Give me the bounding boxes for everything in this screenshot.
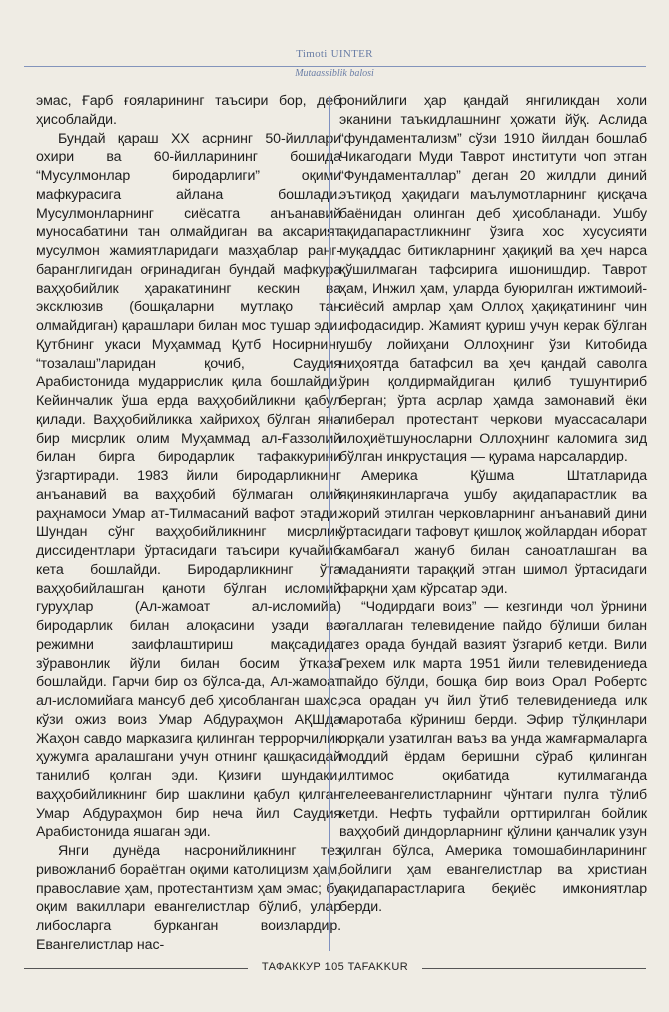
header-author: Timoti UINTER <box>296 48 373 60</box>
paragraph: Америка Қўшма Штатларида яқинякинларгача ушбу ақидапарастлик ва жорий этилган черковларнинг анъанавий дини ўртасидаги тафовут қишлоқ жойлардан иборат камбағал жануб билан саноатлашган ва маданияти тараққий этган шимол ўртасидаги фарқни ҳам кўрсатар эди. <box>339 468 647 597</box>
paragraph: Янги дунёда насронийликнинг тез ривожланиб бораётган оқими католицизм ҳам, православие ҳам, протестантизм ҳам эмас; бу оқим вакиллари евангелистлар бўлиб, улар либосларга бурканган воизлардир. Евангелистлар нас- <box>36 843 341 953</box>
header-article-title: Mutaassiblik balosi <box>295 68 374 79</box>
paragraph: ронийлиги ҳар қандай янгиликдан холи эканини таъкидлашнинг ҳожати йўқ. Аслида “фундаментализм” сўзи 1910 йилдан бошлаб Чикагодаги Муди Таврот институти чоп этган “Фундаменталлар” деган 20 жилдли диний эътиқод ҳақидаги маълумотларнинг қисқача баёнидан олинган деб ҳисобланади. Ушбу ақидапарастликнинг ўзига хос хусусияти муқаддас битикларнинг ҳақиқий ва ҳеч нарса қўшилмаган тафсирига ишонишдир. Таврот ҳам, Инжил ҳам, уларда буюрилган ижтимоий-сиёсий амрлар ҳам Оллоҳ ҳақиқатининг чин ифодасидир. Жамият қуриш учун керак бўлган ушбу лойиҳани Оллоҳнинг ўзи Китобида ниҳоятда батафсил ва ҳеч қандай саволга ўрин қолдирмайдиган қилиб тушунтириб берган; ўрта асрлар ҳамда замонавий ёки либерал протестант черкови муассасалари илоҳиётшуносларни Оллоҳнинг каломига зид бўлган инкрустация — қурама нарсалардир. <box>339 93 647 466</box>
footer-rule <box>422 968 646 969</box>
paragraph: эмас, Ғарб ғояларининг таъсири бор, деб ҳисоблайди. <box>36 93 341 128</box>
page-footer <box>0 960 669 980</box>
header-rule <box>24 66 646 67</box>
column-divider <box>329 96 330 951</box>
right-text-column <box>339 92 647 917</box>
footer-rule <box>24 968 248 969</box>
running-header <box>0 48 669 88</box>
paragraph: “Чодирдаги воиз” — кезгинди чол ўрнини эгаллаган телевидение пайдо бўлиши билан тез орада бундай вазият ўзгариб кетди. Вили Грехем илк марта 1951 йили телевидениеда пайдо бўлди, бошқа бир воиз Орал Робертс эса орадан уч йил ўтиб телевидениеда илк маротаба кўриниш берди. Эфир тўлқинлари орқали узатилган ваъз ва унда жамғармаларга моддий ёрдам беришни сўраб қилинган илтимос оқибатида кутилмаганда телеевангелистларнинг чўнтаги пулга тўлиб кетди. Нефть туфайли орттирилган бойлик ваҳҳобий диндорларнинг қўлини қанчалик узун қилган бўлса, Америка томошабинларининг бойлиги ҳам евангелистлар ва христиан ақидапарастларига беқиёс имкониятлар берди. <box>339 599 647 916</box>
left-text-column <box>36 92 341 955</box>
footer-page-number: ТАФАККУР 105 TAFAKKUR <box>261 961 409 973</box>
paragraph: Бундай қараш XX асрнинг 50-йиллари охири ва 60-йилларининг бошида “Мусулмонлар биродарлиги” оқими мафкурасига айлана бошлади. Мусулмонларнинг сиёсатга анъанавий муносабатини тан олмайдиган ва аксарият мусулмон жамиятларидаги мазҳаблар ранг-баранглигидан оғринадиган бундай мафкура ваҳҳобийлик ҳаракатининг кескин ва эксклюзив (бошқаларни мутлақо тан олмайдиган) қарашлари билан мос тушар эди. Қутбнинг укаси Муҳаммад Қутб Носирнинг “тозалаш”ларидан қочиб, Саудия Арабистонида мударрислик қила бошлайди. Кейинчалик ўша ерда ваҳҳобийликни қабул қилади. Ваҳҳобийликка хайрихоҳ бўлган яна бир мисрлик олим Муҳаммад ал-Ғаззолий билан бирга биродарлик тафаккурини ўзгартиради. 1983 йили биродарликнинг анъанавий ва ваҳҳобий бўлмаган олий раҳнамоси Умар ат-Тилмасаний вафот этади. Шундан сўнг ваҳҳобийликнинг мисрлик диссидентлари ўртасидаги таъсири кучайиб кета бошлайди. Биродарликнинг ўта ваҳҳобийлашган қаноти бўлган исломий гуруҳлар (Ал-жамоат ал-исломийа) биродарлик билан алоқасини узади ва режимни заифлаштириш мақсадида зўравонлик йўли билан босим ўтказа бошлайди. Гарчи бир оз бўлса-да, Ал-жамоат ал-исломийага мансуб деб ҳисобланган шахс, кўзи ожиз воиз Умар Абдураҳмон АҚШда Жаҳон савдо марказига қилинган террорчилик ҳужумга аралашгани учун отнинг қашқасидай танилиб қолган эди. Қизиғи шундаки, ваҳҳобийликнинг бир шаклини қабул қилган Умар Абдураҳмон бир неча йил Саудия Арабистонида яшаган эди. <box>36 130 341 841</box>
